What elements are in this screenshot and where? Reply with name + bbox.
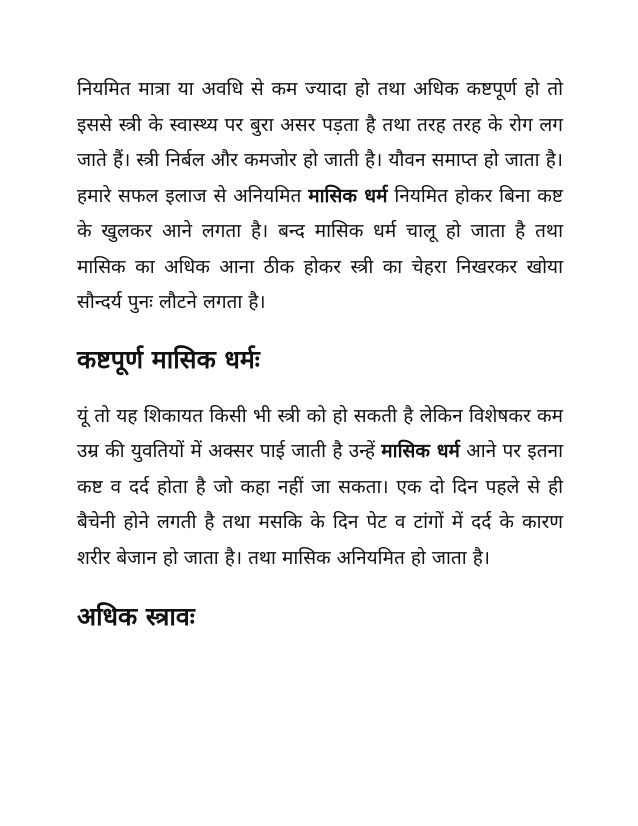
heading-excessive-discharge: अधिक स्त्रावः (77, 602, 195, 631)
document-page (77, 72, 563, 634)
paragraph-1-bold-term: मासिक धर्म (308, 184, 388, 207)
paragraph-irregular-menstruation (77, 72, 563, 321)
heading-painful-menstruation: कष्टपूर्ण मासिक धर्मः (77, 344, 260, 374)
paragraph-1-text-b: नियमित होकर बिना कष्ट के खुलकर आने लगता है। बन्द मासिक धर्म चालू हो जाता है तथा मासिक का अधिक आना ठीक होकर स्त्री का चेहरा निखरकर खोया सौन्दर्य पुनः लौटने लगता है। (77, 184, 563, 313)
paragraph-painful-menstruation (77, 399, 563, 577)
paragraph-2-bold-term: मासिक धर्म (381, 440, 460, 462)
paragraph-2-text-a: यूं तो यह शिकायत किसी भी स्त्री को हो सकती है लेकिन विशेषकर कम उम्र की युवतियों में अक्सर पाई जाती है उन्हें (77, 404, 563, 462)
paragraph-2-text-b: आने पर इतना कष्ट व दर्द होता है जो कहा नहीं जा सकता। एक दो दिन पहले से ही बैचेनी होने लगती है तथा मसकि के दिन पेट व टांगों में दर्द के कारण शरीर बेजान हो जाता है। तथा मासिक अनियमित हो जाता है। (77, 440, 563, 569)
paragraph-1-text-a: नियमित मात्रा या अवधि से कम ज्यादा हो तथा अधिक कष्टपूर्ण हो तो इससे स्त्री के स्वास्थ्य पर बुरा असर पड़ता है तथा तरह तरह के रोग लग जाते हैं। स्त्री निर्बल और कमजोर हो जाती है। यौवन समाप्त हो जाता है। हमारे सफल इलाज से अनियमित (77, 78, 563, 207)
